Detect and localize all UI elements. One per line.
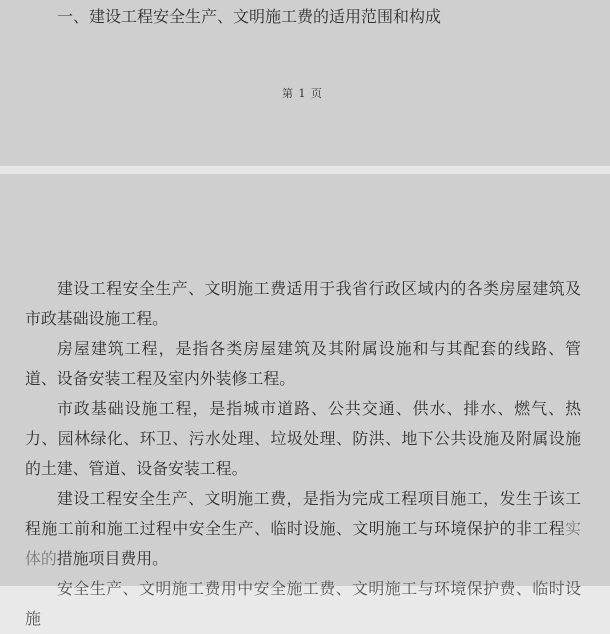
document-page-2 [0, 174, 610, 628]
section-heading: 一、建设工程安全生产、文明施工费的适用范围和构成 [57, 7, 442, 26]
paragraph-fee-definition [25, 484, 581, 574]
paragraph-fee-definition-faded: 实体的 [25, 519, 581, 568]
paragraph-fee-composition-partial: 安全生产、文明施工费用中安全施工费、文明施工与环境保护费、临时设施 [25, 579, 581, 628]
paragraph-building-works: 房屋建筑工程，是指各类房屋建筑及其附属设施和与其配套的线路、管道、设备安装工程及室内外装修工程。 [25, 339, 581, 388]
page-number: 第 1 页 [282, 87, 323, 100]
page-separator [0, 166, 610, 174]
body-text [25, 274, 581, 634]
paragraph-fee-definition-tail: 措施项目费用。 [56, 549, 169, 568]
paragraph-fee-definition-main: 建设工程安全生产、文明施工费，是指为完成工程项目施工，发生于该工程施工前和施工过程中安全生产、临时设施、文明施工与环境保护的非工程 [25, 489, 581, 538]
paragraph-municipal-works: 市政基础设施工程，是指城市道路、公共交通、供水、排水、燃气、热力、园林绿化、环卫、污水处理、垃圾处理、防洪、地下公共设施及附属设施的土建、管道、设备安装工程。 [25, 399, 581, 478]
document-page-1 [0, 0, 610, 166]
paragraph-scope: 建设工程安全生产、文明施工费适用于我省行政区域内的各类房屋建筑及市政基础设施工程。 [25, 279, 581, 328]
